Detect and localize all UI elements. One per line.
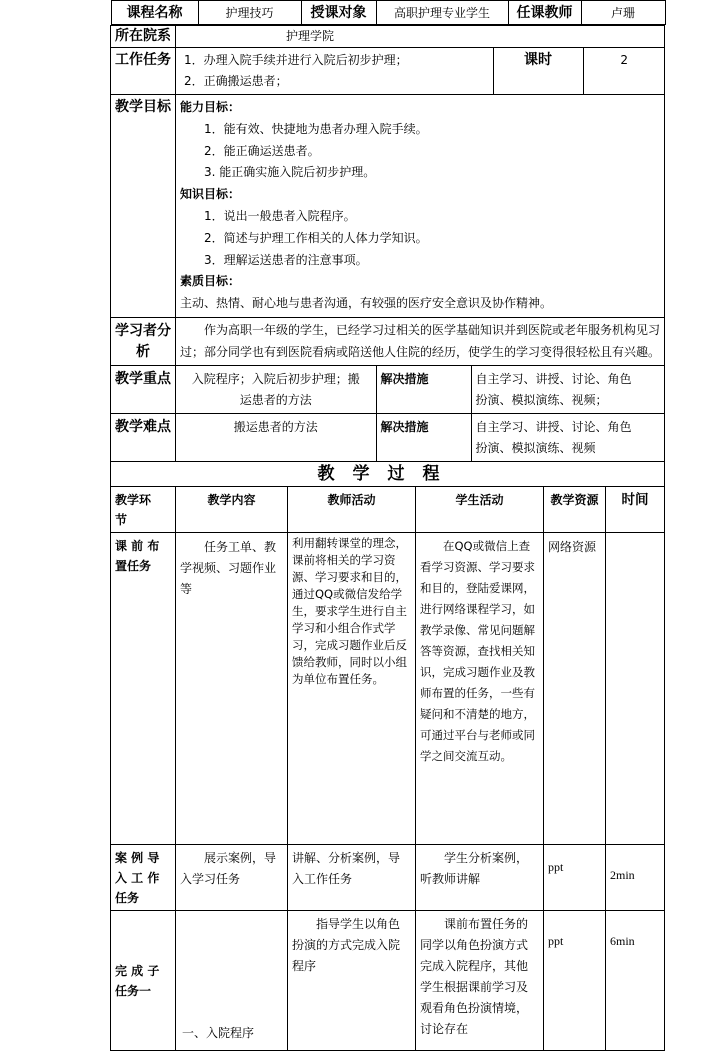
time xyxy=(606,532,665,844)
difficult-points-label: 教学难点 xyxy=(111,413,176,461)
ability-goal-item: 2．能正确运送患者。 xyxy=(204,143,320,158)
process-title: 教学过程 xyxy=(111,461,665,486)
task-item: 2．正确搬运患者； xyxy=(184,74,288,88)
stage-label: 任务一 xyxy=(115,983,152,998)
teacher-activity: 讲解、分析案例，导入工作任务 xyxy=(288,844,416,910)
task-subtable xyxy=(176,48,665,94)
stage-label: 完 成 子 xyxy=(115,963,160,978)
audience-value: 高职护理专业学生 xyxy=(376,1,508,25)
knowledge-goal-item: 1．说出一般患者入院程序。 xyxy=(204,208,356,223)
teacher-label: 任课教师 xyxy=(508,1,581,25)
col-stage-header: 节 xyxy=(115,512,128,527)
knowledge-goal-item: 2．简述与护理工作相关的人体力学知识。 xyxy=(204,230,428,245)
task-row xyxy=(111,48,665,95)
col-time-header: 时间 xyxy=(606,486,665,532)
college-row xyxy=(111,26,665,48)
goals-row xyxy=(111,95,665,318)
college-label: 所在院系 xyxy=(111,26,176,48)
goals-label: 教学目标 xyxy=(111,95,176,318)
stage-label: 课 前 布 xyxy=(115,538,160,553)
teacher-value: 卢珊 xyxy=(581,1,665,25)
course-name-label: 课程名称 xyxy=(111,1,198,25)
ability-goal-title: 能力目标： xyxy=(180,100,241,114)
audience-label: 授课对象 xyxy=(301,1,376,25)
stage-content: 展示案例，导入学习任务 xyxy=(176,844,288,910)
difficult-points-measure: 自主学习、讲授、讨论、角色 xyxy=(475,419,632,434)
lesson-plan-table xyxy=(110,0,665,1051)
stage-label: 案 例 导 xyxy=(115,850,160,865)
student-activity: 学生分析案例，听教师讲解 xyxy=(416,844,544,910)
course-name-value: 护理技巧 xyxy=(198,1,301,25)
difficult-points-content: 搬运患者的方法 xyxy=(176,414,376,461)
key-points-measure-label: 解决措施 xyxy=(376,366,471,413)
student-activity: 课前布置任务的同学以角色扮演方式完成入院程序，其他学生根据课前学习及观看角色扮演情境，讨论存在 xyxy=(416,910,544,1050)
process-row xyxy=(111,844,665,910)
col-stage-header: 教学环 xyxy=(115,492,152,507)
student-activity: 在QQ或微信上查看学习资源、学习要求和目的，登陆爱课网，进行网络课程学习，如教学录像、常见问题解答等资源，查找相关知识，完成习题作业及教师布置的任务，一些有疑问和不清楚的地方，可通过平台与老师或同学之间交流互动。 xyxy=(416,532,544,844)
quality-goal-text: 主动、热情、耐心地与患者沟通，有较强的医疗安全意识及协作精神。 xyxy=(180,296,553,311)
hours-value: 2 xyxy=(620,53,629,67)
process-title-row xyxy=(111,461,665,486)
ability-goal-item: 1．能有效、快捷地为患者办理入院手续。 xyxy=(204,121,428,136)
key-points-row xyxy=(111,365,665,413)
learner-text: 作为高职一年级的学生，已经学习过相关的医学基础知识并到医院或老年服务机构见习过；部分同学也有到医院看病或陪送他人住院的经历，使学生的学习变得很轻松且有兴趣。 xyxy=(176,317,665,365)
col-resource-header: 教学资源 xyxy=(544,486,606,532)
stage-label: 置任务 xyxy=(115,558,152,573)
teacher-activity: 指导学生以角色扮演的方式完成入院程序 xyxy=(288,910,416,1050)
stage-label: 任务 xyxy=(115,890,140,905)
key-points-content: 入院程序；入院后初步护理；搬 xyxy=(191,371,360,386)
resource: ppt xyxy=(544,910,606,1050)
resource: 网络资源 xyxy=(544,532,606,844)
process-header-row xyxy=(111,486,665,532)
knowledge-goal-item: 3．理解运送患者的注意事项。 xyxy=(204,252,368,267)
difficult-points-measure-label: 解决措施 xyxy=(376,414,471,461)
key-points-measure: 自主学习、讲授、讨论、角色 xyxy=(475,371,632,386)
stage-content: 一、入院程序 xyxy=(176,910,288,1050)
quality-goal-title: 素质目标： xyxy=(180,274,241,289)
college-value: 护理学院 xyxy=(176,26,665,48)
col-teacher-header: 教师活动 xyxy=(288,486,416,532)
process-row xyxy=(111,532,665,844)
time: 6min xyxy=(606,910,665,1050)
task-label: 工作任务 xyxy=(111,48,176,95)
difficult-points-measure: 扮演、模拟演练、视频 xyxy=(475,440,596,455)
difficult-points-row xyxy=(111,413,665,461)
hours-label: 课时 xyxy=(493,48,583,94)
header-row xyxy=(111,0,665,26)
col-student-header: 学生活动 xyxy=(416,486,544,532)
ability-goal-item: 3. 能正确实施入院后初步护理。 xyxy=(204,165,376,180)
stage-content: 任务工单、教学视频、习题作业等 xyxy=(176,532,288,844)
teacher-activity: 利用翻转课堂的理念，课前将相关的学习资源、学习要求和目的，通过QQ或微信发给学生，要求学生进行自主学习和小组合作式学习，完成习题作业后反馈给教师，同时以小组为单位布置任务。 xyxy=(288,532,416,844)
knowledge-goal-title: 知识目标： xyxy=(180,187,241,202)
key-points-measure: 扮演、模拟演练、视频； xyxy=(475,392,608,407)
stage-label: 入 工 作 xyxy=(115,870,160,885)
key-points-content: 运患者的方法 xyxy=(239,392,312,407)
learner-row xyxy=(111,317,665,365)
learner-label: 析 xyxy=(136,343,150,360)
process-row xyxy=(111,910,665,1050)
time: 2min xyxy=(606,844,665,910)
header-subtable xyxy=(111,0,666,25)
learner-label: 学习者分 xyxy=(115,322,171,339)
col-content-header: 教学内容 xyxy=(176,486,288,532)
difficult-points-subtable xyxy=(176,414,665,461)
lesson-plan-page xyxy=(110,0,664,1040)
key-points-subtable xyxy=(176,366,665,413)
task-item: 1．办理入院手续并进行入院后初步护理； xyxy=(184,53,408,67)
key-points-label: 教学重点 xyxy=(111,365,176,413)
resource: ppt xyxy=(544,844,606,910)
